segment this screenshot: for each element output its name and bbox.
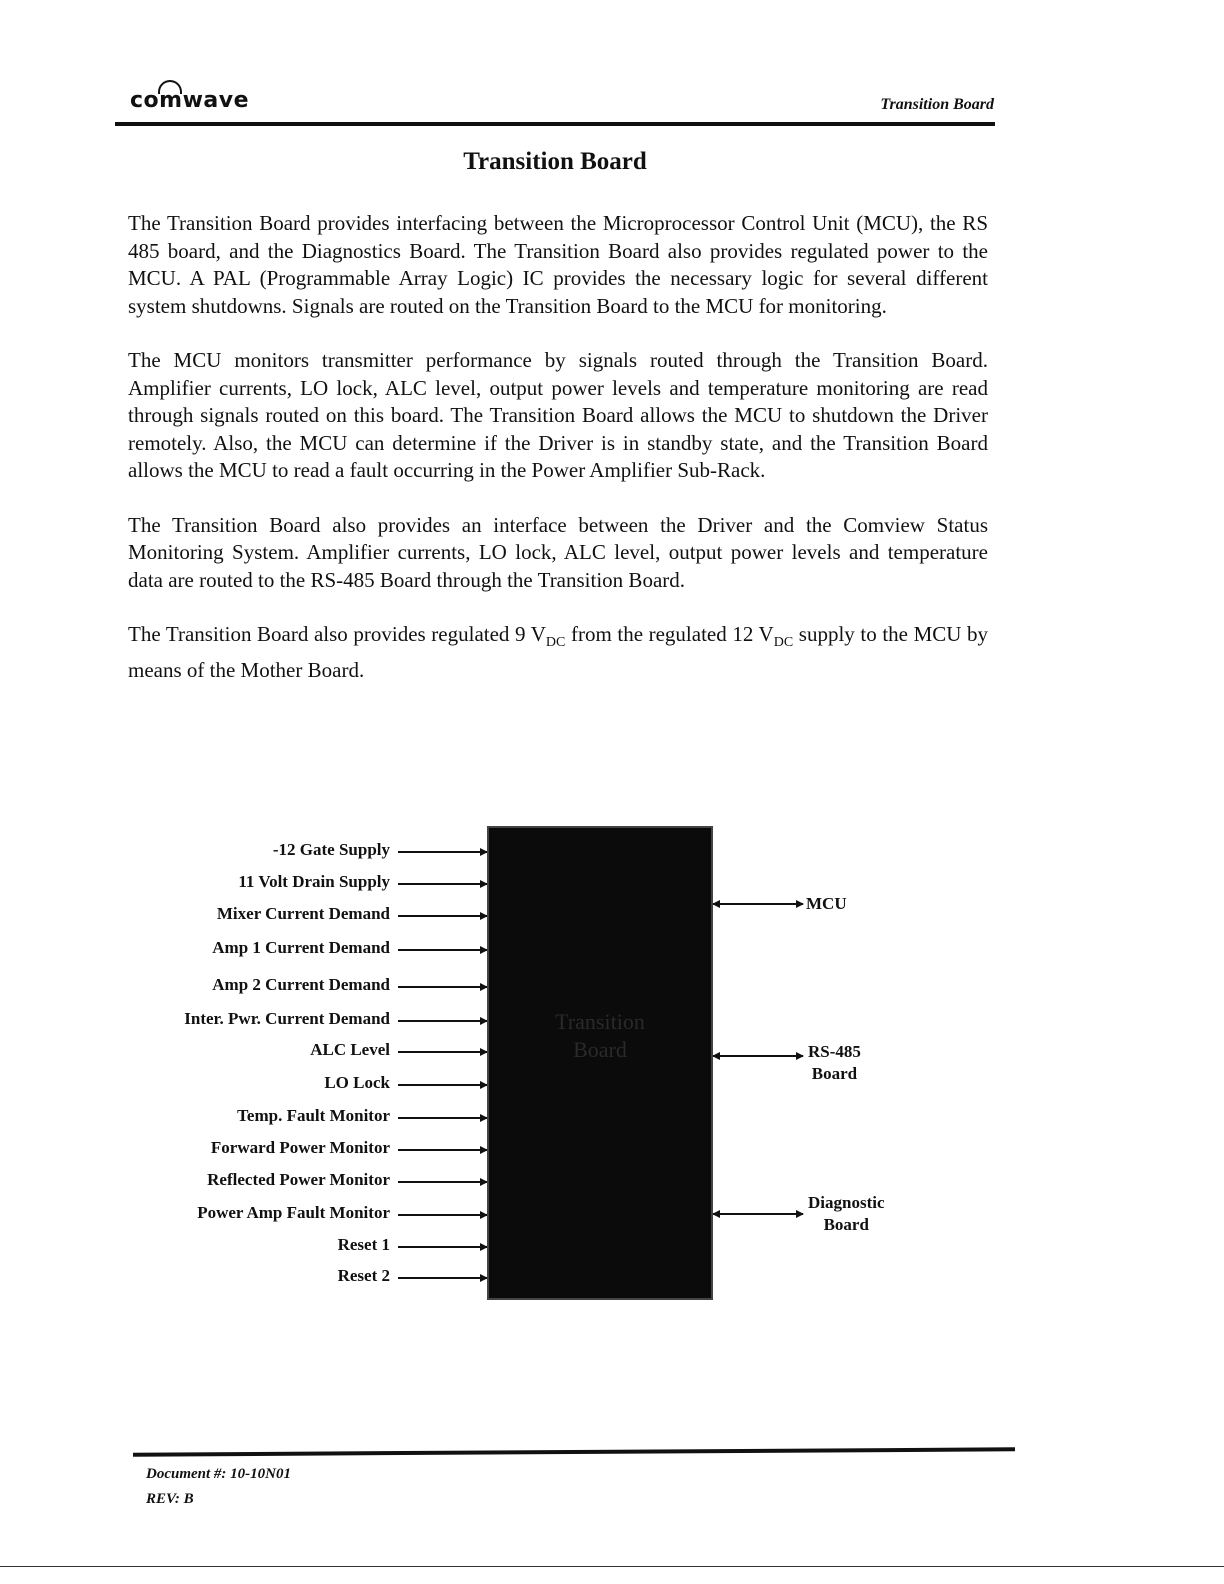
paragraph-4-part3: supply to the MCU by means of the Mother Board.	[128, 622, 989, 682]
output-diag-line2: Board	[823, 1215, 869, 1234]
bottom-edge-line	[0, 1566, 1224, 1567]
output-rs485-line2: Board	[811, 1064, 858, 1083]
board-label-line2: Board	[573, 1037, 627, 1062]
input-label: Amp 1 Current Demand	[212, 938, 390, 957]
output-mcu: MCU	[806, 894, 847, 913]
paragraph-1: The Transition Board provides interfacing between the Microprocessor Control Unit (MCU), the RS 485 board, and the Diagnostics Board. The Transition Board also provides regulated power to the MCU. A PAL (Programmable Array Logic) IC provides the necessary logic for several different system shutdowns. Signals are routed on the Transition Board to the MCU for monitoring.	[128, 211, 988, 318]
board-label-line1: Transition	[555, 1009, 645, 1034]
input-label: -12 Gate Supply	[272, 840, 390, 859]
paragraph-3: The Transition Board also provides an interface between the Driver and the Comview Status Monitoring System. Amplifier currents, LO lock, ALC level, output power levels and temperature data are routed to the RS-485 Board through the Transition Board.	[128, 512, 988, 592]
transition-board-block	[487, 826, 713, 1300]
input-label: Inter. Pwr. Current Demand	[184, 1009, 390, 1028]
paragraph-4-sub2: DC	[773, 635, 794, 651]
input-arrows	[398, 852, 487, 1278]
input-label: LO Lock	[324, 1073, 390, 1092]
input-label: 11 Volt Drain Supply	[238, 872, 390, 891]
input-label: Reflected Power Monitor	[207, 1170, 390, 1189]
footer-revision: REV: B	[146, 1491, 194, 1507]
input-label: Reset 2	[337, 1266, 390, 1285]
output-rs485-line1: RS-485	[808, 1042, 861, 1061]
company-logo: comwave	[130, 88, 250, 113]
input-label: Amp 2 Current Demand	[212, 975, 390, 994]
input-label: Mixer Current Demand	[216, 904, 390, 923]
input-label: ALC Level	[310, 1040, 390, 1059]
paragraph-4-sub1: DC	[545, 635, 566, 651]
input-label: Power Amp Fault Monitor	[197, 1203, 390, 1222]
board-label	[489, 1008, 711, 1064]
output-diag-line1: Diagnostic	[808, 1193, 885, 1212]
input-label: Temp. Fault Monitor	[237, 1106, 390, 1125]
paragraph-4-part2: from the regulated 12 V	[565, 622, 774, 646]
input-label: Reset 1	[337, 1235, 390, 1254]
page-title: Transition Board	[463, 148, 647, 175]
paragraph-2: The MCU monitors transmitter performance by signals routed through the Transition Board. Amplifier currents, LO lock, ALC level, output power levels and temperature monitoring are read through signals routed on this board. The Transition Board allows the MCU to shutdown the Driver remotely. Also, the MCU can determine if the Driver is in standby state, and the Transition Board allows the MCU to read a fault occurring in the Power Amplifier Sub-Rack.	[128, 348, 988, 482]
output-rs485	[808, 1041, 861, 1085]
input-label: Forward Power Monitor	[210, 1138, 390, 1157]
output-diagnostic	[808, 1192, 885, 1236]
paragraph-4-part1: The Transition Board also provides regulated 9 V	[128, 622, 546, 646]
footer-document-number: Document #: 10-10N01	[146, 1466, 291, 1482]
header-section-title: Transition Board	[880, 96, 994, 113]
